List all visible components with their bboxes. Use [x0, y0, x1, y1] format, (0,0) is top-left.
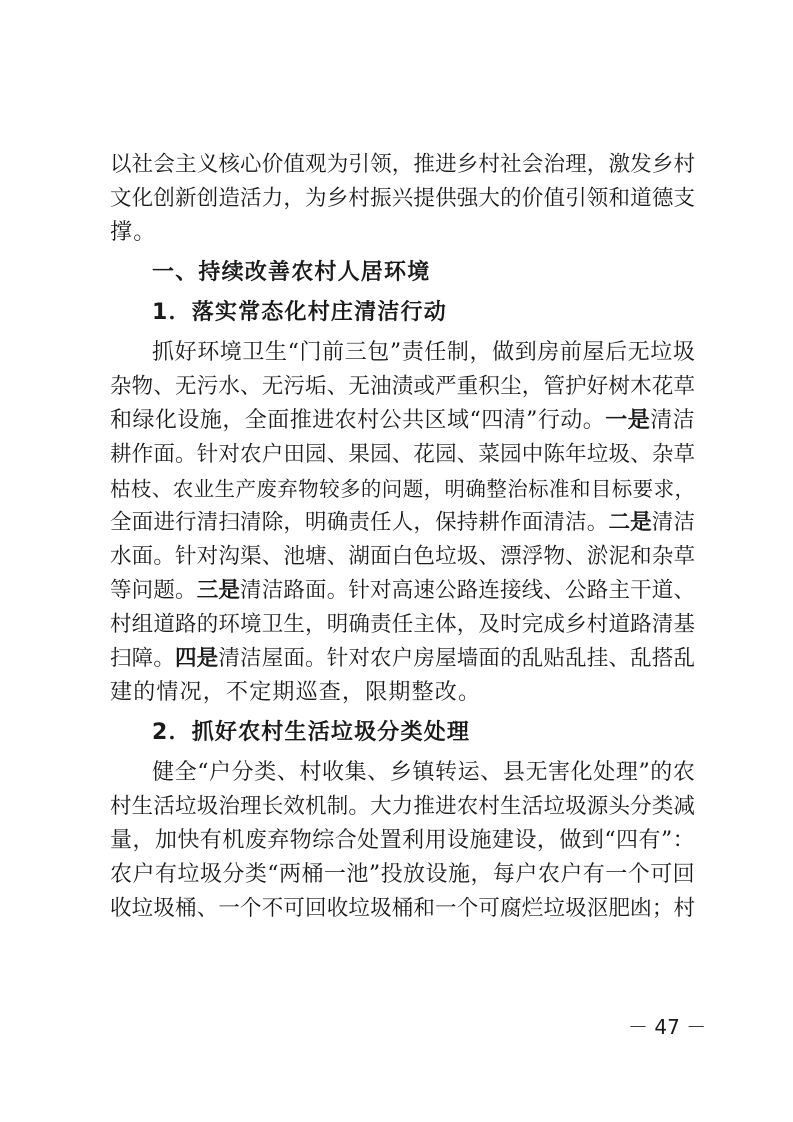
- paragraph-2-line-4: 农户有垃圾分类“两桶一池”投放设施，每户农户有一个可回: [110, 862, 695, 887]
- paragraph-1-line-8-text-a: 等问题。: [110, 578, 197, 603]
- paragraph-1-line-2: 杂物、无污水、无污垢、无油渍或严重积尘，管护好树木花草: [110, 374, 695, 399]
- paragraph-1-line-5: 枯枝、农业生产废弃物较多的问题，明确整治标准和目标要求，: [110, 477, 695, 501]
- paragraph-1-line-3-text-a: 和绿化设施，全面推进农村公共区域“四清”行动。: [110, 408, 606, 433]
- emphasis-first: 一是: [605, 408, 651, 433]
- paragraph-1-line-6-text-a: 全面进行清扫清除，明确责任人，保持耕作面清洁。: [110, 510, 609, 535]
- subsection-1-heading: 1．落实常态化村庄清洁行动: [152, 300, 447, 325]
- emphasis-fourth: 四是: [175, 646, 219, 671]
- emphasis-second: 二是: [608, 510, 652, 535]
- paragraph-1-line-6-text-c: 清洁: [651, 510, 695, 535]
- intro-line-3: 撑。: [110, 220, 157, 245]
- emphasis-third: 三是: [196, 578, 241, 603]
- intro-line-2: 文化创新创造活力，为乡村振兴提供强大的价值引领和道德支: [110, 186, 695, 211]
- paragraph-1-line-3: [110, 404, 695, 438]
- paragraph-1-line-6: [110, 506, 695, 540]
- paragraph-1-line-10: [110, 642, 695, 676]
- paragraph-2-line-3: 量，加快有机废弃物综合处置利用设施建设，做到“四有”：: [110, 828, 695, 853]
- paragraph-1-line-7: 水面。针对沟渠、池塘、湖面白色垃圾、漂浮物、淤泥和杂草: [110, 544, 695, 569]
- paragraph-1-line-9: 村组道路的环境卫生，明确责任主体，及时完成乡村道路清基: [110, 612, 695, 637]
- paragraph-1-line-10-text-a: 扫障。: [110, 646, 176, 671]
- section-heading: 一、持续改善农村人居环境: [152, 260, 431, 285]
- paragraph-1-line-10-text-c: 清洁屋面。针对农户房屋墙面的乱贴乱挂、乱搭乱: [218, 646, 695, 671]
- page-number: － 47 －: [628, 1015, 707, 1039]
- subsection-2-heading: 2．抓好农村生活垃圾分类处理: [152, 720, 471, 745]
- intro-line-1: 以社会主义核心价值观为引领，推进乡村社会治理，激发乡村: [110, 152, 695, 177]
- paragraph-2-line-2: 村生活垃圾治理长效机制。大力推进农村生活垃圾源头分类减: [110, 794, 695, 819]
- paragraph-2-line-1: 健全“户分类、村收集、乡镇转运、县无害化处理”的农: [152, 760, 696, 785]
- paragraph-2-line-5: 收垃圾桶、一个不可回收垃圾桶和一个可腐烂垃圾沤肥凼；村: [110, 896, 695, 921]
- paragraph-1-line-8-text-c: 清洁路面。针对高速公路连接线、公路主干道、: [240, 578, 695, 603]
- paragraph-1-line-11: 建的情况，不定期巡查，限期整改。: [110, 680, 482, 705]
- paragraph-1-line-3-text-c: 清洁: [650, 408, 695, 433]
- paragraph-1-line-8: [110, 574, 695, 608]
- paragraph-1-line-4: 耕作面。针对农户田园、果园、花园、菜园中陈年垃圾、杂草: [110, 442, 695, 467]
- paragraph-1-line-1: 抓好环境卫生“门前三包”责任制，做到房前屋后无垃圾: [152, 340, 696, 365]
